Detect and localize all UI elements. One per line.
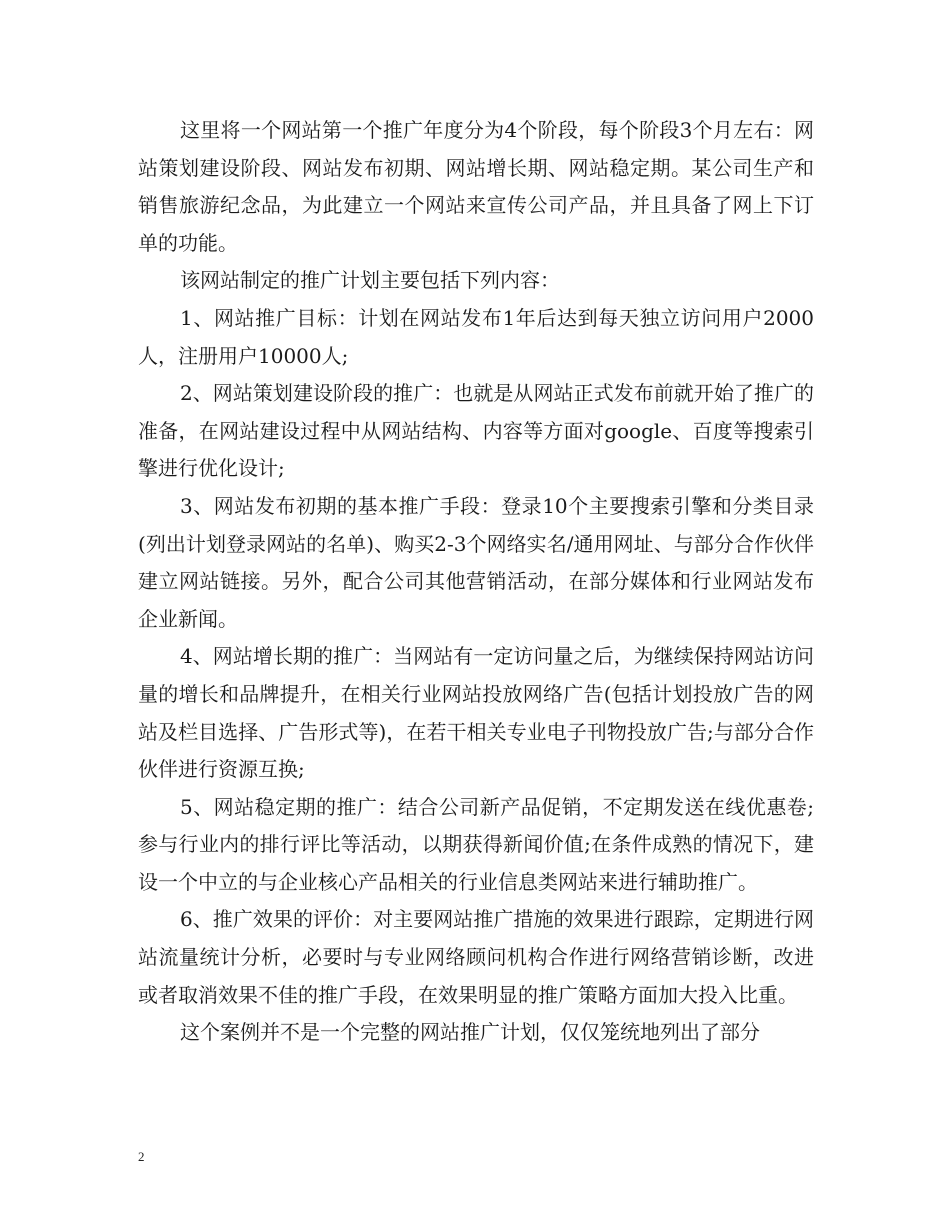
document-body [138,112,814,1052]
paragraph-item-5: 5、网站稳定期的推广：结合公司新产品促销，不定期发送在线优惠卷;参与行业内的排行评比等活动，以期获得新闻价值;在条件成熟的情况下，建设一个中立的与企业核心产品相关的行业信息类网站来进行辅助推广。 [138,794,814,894]
paragraph-item-1: 1、网站推广目标：计划在网站发布1年后达到每天独立访问用户2000人，注册用户10000人; [138,305,814,368]
paragraph-item-2: 2、网站策划建设阶段的推广：也就是从网站正式发布前就开始了推广的准备，在网站建设过程中从网站结构、内容等方面对google、百度等搜索引擎进行优化设计; [138,381,814,481]
paragraph-closing: 这个案例并不是一个完整的网站推广计划，仅仅笼统地列出了部分 [180,1020,760,1045]
page-number: 2 [138,1149,145,1164]
paragraph-item-3: 3、网站发布初期的基本推广手段：登录10个主要搜索引擎和分类目录(列出计划登录网站的名单)、购买2-3个网络实名/通用网址、与部分合作伙伴建立网站链接。另外，配合公司其他营销活动，在部分媒体和行业网站发布企业新闻。 [138,493,814,631]
paragraph-intro: 这里将一个网站第一个推广年度分为4个阶段，每个阶段3个月左右：网站策划建设阶段、网站发布初期、网站增长期、网站稳定期。某公司生产和销售旅游纪念品，为此建立一个网站来宣传公司产品，并且具备了网上下订单的功能。 [138,118,814,255]
paragraph-item-4: 4、网站增长期的推广：当网站有一定访问量之后，为继续保持网站访问量的增长和品牌提升，在相关行业网站投放网络广告(包括计划投放广告的网站及栏目选择、广告形式等)，在若干相关专业电子刊物投放广告;与部分合作伙伴进行资源互换; [138,644,814,782]
paragraph-item-6: 6、推广效果的评价：对主要网站推广措施的效果进行跟踪，定期进行网站流量统计分析，必要时与专业网络顾问机构合作进行网络营销诊断，改进或者取消效果不佳的推广手段，在效果明显的推广策略方面加大投入比重。 [138,907,814,1007]
paragraph-plan-overview: 该网站制定的推广计划主要包括下列内容： [180,268,560,293]
